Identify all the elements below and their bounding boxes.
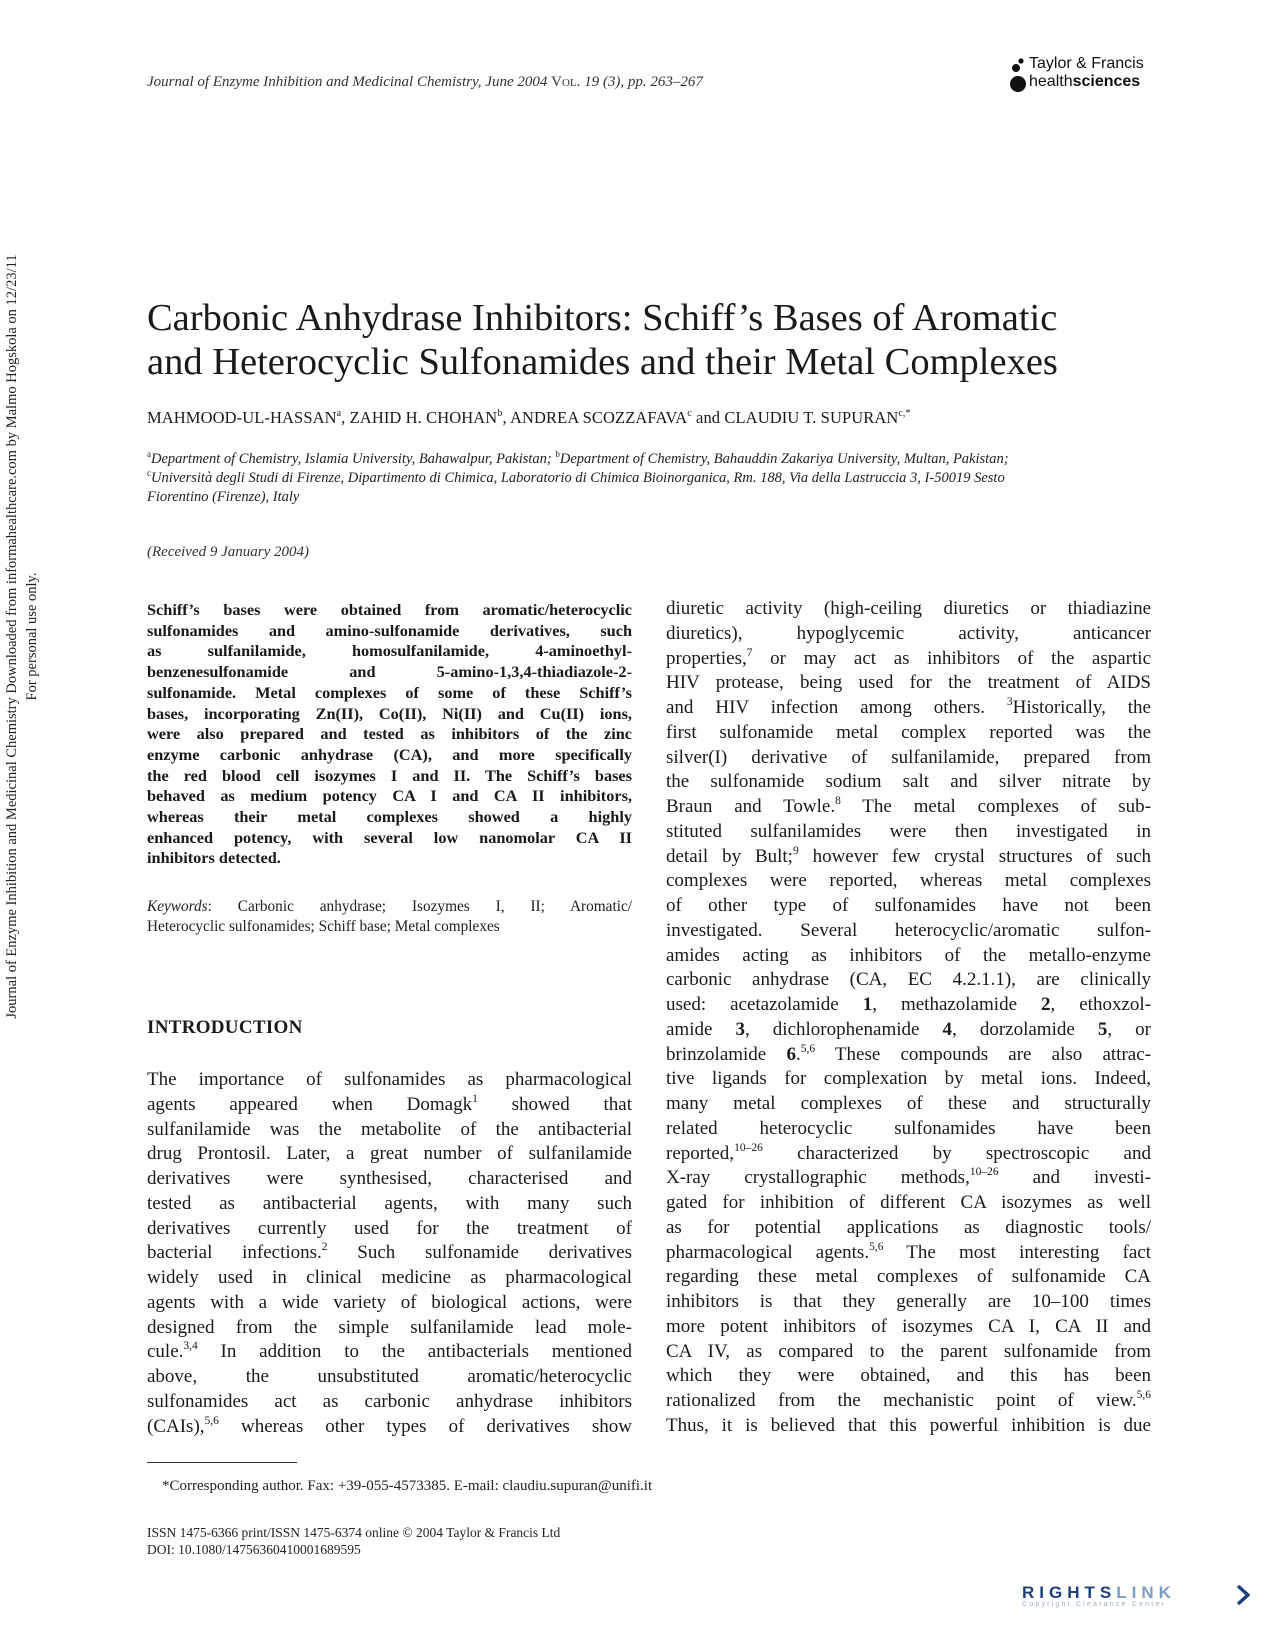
text-run: diuretics), hypoglycemic activity, anticancer — [666, 622, 1151, 644]
publisher-line-2 — [1029, 73, 1144, 91]
affiliation-marker-b: b — [555, 449, 560, 459]
text-run: tive ligands for complexation by metal ions. Indeed, — [666, 1068, 1151, 1090]
author-name: MAHMOOD-UL-HASSAN — [147, 408, 337, 427]
text-line — [147, 1068, 632, 1093]
text-run: inhibitors is that they generally are 10–100 times — [666, 1291, 1151, 1312]
affiliation-c: Università degli Studi di Firenze, Dipartimento di Chimica, Laboratorio di Chimica Bioinorganica, Rm. 188, Via della Lastruccia 3, I-50019 Sesto — [151, 470, 1005, 486]
text-run: properties, — [666, 647, 747, 669]
text-line — [666, 1265, 1151, 1290]
text-run: CA IV, as compared to the parent sulfonamide from — [666, 1340, 1151, 1362]
compound-number: 1 — [862, 994, 873, 1015]
citation-ref: 8 — [835, 795, 841, 807]
citation-ref: 5,6 — [800, 1042, 816, 1055]
affiliation-b: Department of Chemistry, Bahauddin Zakariya University, Multan, Pakistan; — [559, 451, 1009, 467]
affiliation-line-3: Fiorentino (Firenze), Italy — [147, 489, 300, 505]
author-separator: , — [502, 408, 510, 427]
text-run: regarding these metal complexes of sulfonamide CA — [666, 1266, 1151, 1288]
keywords-text-1: : Carbonic anhydrase; Isozymes I, II; Aromatic/ — [207, 898, 632, 915]
keywords-label: Keywords — [147, 898, 208, 915]
text-line — [147, 1390, 632, 1415]
text-run: , ethoxzol- — [1050, 994, 1151, 1015]
citation-ref: 2 — [321, 1241, 328, 1254]
text-run: reported, — [666, 1142, 735, 1164]
keywords-line-1 — [147, 897, 632, 917]
abstract-line: enhanced potency, with several low nanomolar CA II — [147, 827, 632, 847]
citation-ref: 1 — [472, 1092, 478, 1105]
text-run: , dichlorophenamide — [744, 1018, 943, 1040]
text-run: whereas other types of derivatives show — [218, 1415, 632, 1437]
citation-ref: 5,6 — [1136, 1389, 1151, 1401]
text-run: widely used in clinical medicine as pharmacological — [147, 1267, 632, 1288]
keywords — [147, 897, 632, 936]
paper-title-line-2: and Heterocyclic Sulfonamides and their Metal Complexes — [147, 341, 1058, 383]
text-line — [666, 1315, 1151, 1340]
abstract-line: bases, incorporating Zn(II), Co(II), Ni(II) and Cu(II) ions, — [147, 703, 632, 723]
text-line — [666, 820, 1151, 845]
text-run: of other type of sulfonamides have not been — [666, 895, 1151, 916]
text-run: pharmacological agents. — [666, 1241, 870, 1263]
compound-number: 4 — [942, 1018, 953, 1040]
text-run: amides acting as inhibitors of the metallo-enzyme — [666, 944, 1151, 966]
rightslink-tagline: Copyright Clearance Center — [1022, 1601, 1166, 1608]
author-affiliation-marker: b — [497, 408, 503, 419]
citation-ref: 3,4 — [183, 1340, 198, 1353]
text-line — [666, 795, 1151, 820]
text-line — [666, 993, 1151, 1018]
text-line — [666, 919, 1151, 944]
text-line — [666, 1117, 1151, 1142]
text-run: many metal complexes of these and structurally — [666, 1093, 1151, 1114]
text-run: These compounds are also attrac- — [815, 1043, 1151, 1065]
text-run: as for potential applications as diagnostic tools/ — [666, 1216, 1151, 1238]
author-affiliation-marker: c — [687, 408, 692, 419]
issn-line: ISSN 1475-6366 print/ISSN 1475-6374 online © 2004 Taylor & Francis Ltd — [147, 1525, 561, 1540]
text-run: or may act as inhibitors of the aspartic — [752, 647, 1151, 669]
abstract-line: sulfonamides and amino-sulfonamide derivatives, such — [147, 620, 632, 640]
footnote-divider — [147, 1462, 297, 1463]
author-name: CLAUDIU T. SUPURAN — [724, 408, 899, 427]
rightslink-word-light: LINK — [1116, 1583, 1176, 1602]
text-line — [147, 1241, 632, 1266]
text-run: , or — [1107, 1018, 1151, 1040]
text-run: amide — [666, 1018, 736, 1040]
publication-identifiers — [147, 1524, 560, 1558]
text-line — [666, 1142, 1151, 1167]
text-line — [666, 1364, 1151, 1389]
text-line — [666, 1067, 1151, 1092]
text-line — [666, 597, 1151, 622]
text-line — [666, 647, 1151, 672]
text-line — [147, 1118, 632, 1143]
rightslink-word-dark: RIGHTS — [1022, 1583, 1117, 1602]
text-line — [147, 1093, 632, 1118]
text-run: agents appeared when Domagk — [147, 1093, 473, 1115]
affiliation-a: Department of Chemistry, Islamia University, Bahawalpur, Pakistan; — [151, 451, 556, 467]
text-run: which they were obtained, and this has been — [666, 1365, 1151, 1387]
abstract-line: sulfonamide. Metal complexes of some of these Schiff’s — [147, 682, 632, 702]
publisher-line-2a: health — [1029, 73, 1073, 90]
text-run: however few crystal structures of such — [798, 845, 1152, 867]
text-run: , methazolamide — [872, 994, 1041, 1015]
text-line — [666, 845, 1151, 870]
text-run: . — [795, 1043, 801, 1065]
text-line — [666, 1043, 1151, 1068]
text-line — [147, 1415, 632, 1440]
author-separator: and — [691, 408, 725, 427]
citation-ref: 10–26 — [734, 1141, 763, 1154]
citation-ref: 5,6 — [204, 1414, 219, 1427]
section-heading-introduction: INTRODUCTION — [147, 1017, 303, 1038]
download-stamp-line-2: For personal use only. — [24, 572, 40, 701]
citation-ref: 10–26 — [969, 1166, 999, 1179]
text-run: complexes were reported, whereas metal complexes — [666, 870, 1151, 892]
affiliation-marker-c: c — [147, 468, 151, 478]
publisher-logo-dots-icon — [1007, 57, 1029, 93]
abstract-line: behaved as medium potency CA I and CA II inhibitors, — [147, 786, 632, 806]
text-run: first sulfonamide metal complex reported was the — [666, 721, 1151, 743]
text-line — [666, 622, 1151, 647]
abstract-line: the red blood cell isozymes I and II. The Schiff’s bases — [147, 765, 632, 785]
text-run: sulfanilamide was the metabolite of the antibacterial — [147, 1118, 632, 1140]
publisher-line-2b: sciences — [1072, 73, 1141, 90]
text-run: In addition to the antibacterials mentioned — [197, 1341, 632, 1363]
text-run: stituted sulfanilamides were then investigated in — [666, 820, 1151, 842]
text-line — [666, 746, 1151, 771]
text-run: tested as antibacterial agents, with many such — [147, 1192, 632, 1214]
text-line — [147, 1291, 632, 1316]
text-line — [666, 968, 1151, 993]
text-run: Braun and Towle. — [666, 796, 836, 817]
paper-title — [147, 296, 1147, 384]
abstract-line: were also prepared and tested as inhibitors of the zinc — [147, 724, 632, 744]
affiliations — [147, 450, 1147, 507]
download-stamp-line-1: Journal of Enzyme Inhibition and Medicinal Chemistry Downloaded from informahealthcare.com by Malmo Hogskola on 12/23/11 — [4, 254, 20, 1019]
text-run: (CAIs), — [147, 1415, 205, 1437]
publisher-logo — [1007, 55, 1182, 95]
text-line — [666, 944, 1151, 969]
text-run: agents with a wide variety of biological actions, were — [147, 1291, 632, 1313]
text-run: brinzolamide — [666, 1043, 787, 1065]
text-run: investigated. Several heterocyclic/aromatic sulfon- — [666, 919, 1151, 941]
text-line — [666, 1389, 1151, 1414]
abstract-line: whereas their metal complexes showed a highly — [147, 807, 632, 827]
author-affiliation-marker: c,* — [898, 408, 911, 419]
text-run: related heterocyclic sulfonamides have been — [666, 1117, 1151, 1139]
text-line — [147, 1340, 632, 1365]
abstract-line: benzenesulfonamide and 5-amino-1,3,4-thiadiazole-2- — [147, 662, 632, 682]
citation-ref: 9 — [792, 844, 799, 857]
author-name: ANDREA SCOZZAFAVA — [509, 408, 688, 427]
text-run: and investi- — [998, 1167, 1151, 1189]
volume-info: 19 (3), pp. 263–267 — [580, 74, 703, 90]
text-line — [666, 1414, 1151, 1439]
author-affiliation-marker: a — [336, 408, 342, 419]
text-line — [666, 869, 1151, 894]
text-run: Thus, it is believed that this powerful inhibition is due — [666, 1414, 1151, 1436]
issue-date: June 2004 — [481, 74, 552, 90]
publisher-name — [1029, 55, 1144, 91]
publisher-line-1: Taylor & Francis — [1029, 55, 1144, 72]
text-line — [666, 1191, 1151, 1216]
journal-citation — [147, 74, 703, 91]
text-run: cule. — [147, 1341, 184, 1363]
text-run: Historically, the — [1012, 697, 1151, 718]
journal-name: Journal of Enzyme Inhibition and Medicinal Chemistry, — [147, 74, 482, 90]
text-line — [147, 1142, 632, 1167]
text-line — [666, 721, 1151, 746]
citation-ref: 7 — [746, 646, 753, 659]
abstract-line: inhibitors detected. — [147, 848, 281, 868]
citation-ref: 5,6 — [869, 1240, 884, 1253]
text-run: designed from the simple sulfanilamide lead mole- — [147, 1316, 632, 1338]
rightslink-wordmark — [1022, 1583, 1254, 1603]
text-run: carbonic anhydrase (CA, EC 4.2.1.1), are clinically — [666, 969, 1151, 991]
text-run: used: acetazolamide — [666, 994, 863, 1015]
compound-number: 2 — [1041, 994, 1051, 1015]
text-line — [666, 1340, 1151, 1365]
abstract — [147, 600, 632, 869]
text-line — [147, 1365, 632, 1390]
text-run: silver(I) derivative of sulfanilamide, prepared from — [666, 746, 1151, 768]
text-run: sulfonamides act as carbonic anhydrase inhibitors — [147, 1390, 632, 1412]
text-line — [666, 1216, 1151, 1241]
text-line — [147, 1217, 632, 1242]
compound-number: 3 — [735, 1018, 745, 1040]
text-run: detail by Bult; — [666, 845, 793, 867]
text-line — [666, 1166, 1151, 1191]
text-run: characterized by spectroscopic and — [762, 1142, 1151, 1164]
text-line — [147, 1192, 632, 1217]
text-run: more potent inhibitors of isozymes CA I, CA II and — [666, 1315, 1151, 1337]
compound-number: 6 — [786, 1043, 796, 1065]
introduction-body-right — [666, 597, 1151, 1439]
text-run: diuretic activity (high-ceiling diuretics or thiadiazine — [666, 598, 1151, 619]
author-separator: , — [341, 408, 350, 427]
affiliation-line-2 — [147, 469, 1147, 488]
text-line — [666, 1092, 1151, 1117]
author-name: ZAHID H. CHOHAN — [349, 408, 498, 427]
text-line — [666, 1241, 1151, 1266]
paper-title-line-1: Carbonic Anhydrase Inhibitors: Schiff’s Bases of Aromatic — [147, 297, 1058, 339]
text-line — [147, 1316, 632, 1341]
text-run: X-ray crystallographic methods, — [666, 1167, 970, 1189]
text-run: Such sulfonamide derivatives — [327, 1242, 632, 1264]
text-run: The most interesting fact — [883, 1241, 1151, 1263]
text-line — [666, 894, 1151, 919]
text-line — [666, 671, 1151, 696]
text-run: drug Prontosil. Later, a great number of sulfanilamide — [147, 1143, 632, 1165]
introduction-body-left — [147, 1068, 632, 1439]
text-run: HIV protease, being used for the treatment of AIDS — [666, 672, 1151, 694]
text-run: showed that — [477, 1093, 633, 1115]
text-run: derivatives were synthesised, characterised and — [147, 1168, 632, 1189]
text-line — [147, 1266, 632, 1291]
text-run: , dorzolamide — [952, 1018, 1098, 1040]
text-run: the sulfonamide sodium salt and silver nitrate by — [666, 771, 1151, 793]
affiliation-marker-a: a — [147, 449, 151, 459]
text-line — [666, 770, 1151, 795]
corresponding-author-footnote: *Corresponding author. Fax: +39-055-4573385. E-mail: claudiu.supuran@unifi.it — [162, 1478, 653, 1494]
text-run: bacterial infections. — [147, 1242, 322, 1264]
text-run: and HIV infection among others. — [666, 697, 1007, 718]
text-line — [147, 1167, 632, 1192]
text-run: derivatives currently used for the treatment of — [147, 1217, 632, 1239]
download-stamp — [2, 1, 46, 1272]
text-line — [666, 1018, 1151, 1043]
text-run: rationalized from the mechanistic point of view. — [666, 1390, 1137, 1411]
abstract-line: Schiff’s bases were obtained from aromatic/heterocyclic — [147, 600, 632, 619]
abstract-line: enzyme carbonic anhydrase (CA), and more specifically — [147, 744, 632, 764]
doi-line: DOI: 10.1080/14756360410001689595 — [147, 1542, 361, 1557]
text-line — [666, 1290, 1151, 1315]
compound-number: 5 — [1097, 1018, 1108, 1040]
abstract-line: as sulfanilamide, homosulfanilamide, 4-aminoethyl- — [147, 641, 632, 661]
text-line — [666, 696, 1151, 721]
affiliation-line-1 — [147, 450, 1147, 469]
keywords-line-2: Heterocyclic sulfonamides; Schiff base; Metal complexes — [147, 917, 500, 935]
author-list — [147, 408, 911, 428]
text-run: The importance of sulfonamides as pharmacological — [147, 1069, 632, 1090]
rightslink-chevron-icon — [1234, 1584, 1252, 1606]
text-run: The metal complexes of sub- — [840, 796, 1151, 817]
text-run: above, the unsubstituted aromatic/heterocyclic — [147, 1366, 632, 1387]
volume-label: Vol. — [551, 74, 581, 90]
received-date: (Received 9 January 2004) — [147, 544, 310, 560]
citation-ref: 3 — [1006, 696, 1013, 708]
rightslink-logo — [1022, 1583, 1254, 1617]
text-run: gated for inhibition of different CA isozymes as well — [666, 1192, 1151, 1213]
